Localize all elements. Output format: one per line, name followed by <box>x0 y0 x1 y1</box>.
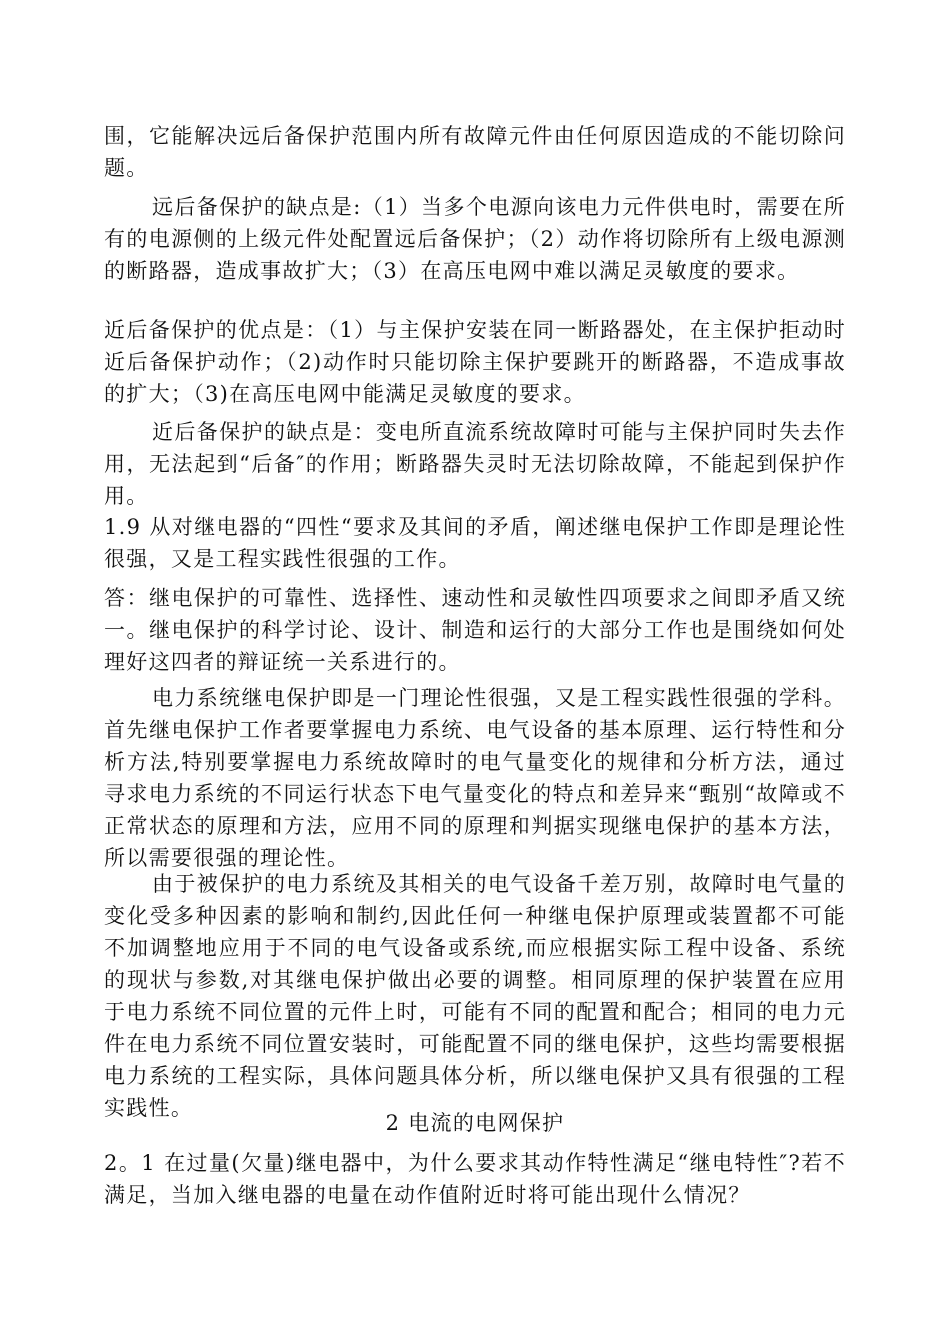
question-1-9: 1.9 从对继电器的“四性“要求及其间的矛盾，阐述继电保护工作即是理论性很强，又是工程实践性很强的工作。 <box>104 515 846 571</box>
answer-1-9: 答：继电保护的可靠性、选择性、速动性和灵敏性四项要求之间即矛盾又统一。继电保护的科学讨论、设计、制造和运行的大部分工作也是围绕如何处理好这四者的辩证统一关系进行的。 <box>104 586 846 674</box>
paragraph-theory-practice: 电力系统继电保护即是一门理论性很强，又是工程实践性很强的学科。首先继电保护工作者要掌握电力系统、电气设备的基本原理、运行特性和分析方法,特别要掌握电力系统故障时的电气量变化的规律和分析方法，通过寻求电力系统的不同运行状态下电气量变化的特点和差异来“甄别“故障或不正常状态的原理和方法，应用不同的原理和判据实现继电保护的基本方法，所以需要很强的理论性。 <box>104 686 846 870</box>
paragraph-continuation: 围，它能解决远后备保护范围内所有故障元件由任何原因造成的不能切除问题。 <box>104 124 846 180</box>
paragraph-remote-backup-drawbacks: 远后备保护的缺点是:（1）当多个电源向该电力元件供电时，需要在所有的电源侧的上级元件处配置远后备保护；（2）动作将切除所有上级电源测的断路器，造成事故扩大；（3）在高压电网中难以满足灵敏度的要求。 <box>104 195 846 283</box>
question-2-1: 2。1 在过量(欠量)继电器中，为什么要求其动作特性满足“继电特性″?若不满足，当加入继电器的电量在动作值附近时将可能出现什么情况？ <box>104 1151 846 1207</box>
paragraph-local-backup-drawbacks: 近后备保护的缺点是：变电所直流系统故障时可能与主保护同时失去作用，无法起到“后备″的作用；断路器失灵时无法切除故障，不能起到保护作用。 <box>104 420 846 508</box>
section-heading: 2 电流的电网保护 <box>385 1111 565 1135</box>
paragraph-engineering-practice: 由于被保护的电力系统及其相关的电气设备千差万别，故障时电气量的变化受多种因素的影响和制约,因此任何一种继电保护原理或装置都不可能不加调整地应用于不同的电气设备或系统,而应根据实际工程中设备、系统的现状与参数,对其继电保护做出必要的调整。相同原理的保护装置在应用于电力系统不同位置的元件上时，可能有不同的配置和配合；相同的电力元件在电力系统不同位置安装时，可能配置不同的继电保护，这些均需要根据电力系统的工程实际，具体问题具体分析，所以继电保护又具有很强的工程实践性。 <box>104 872 846 1120</box>
paragraph-local-backup-advantages: 近后备保护的优点是：（1）与主保护安装在同一断路器处，在主保护拒动时近后备保护动作；（2)动作时只能切除主保护要跳开的断路器，不造成事故的扩大；（3)在高压电网中能满足灵敏度的要求。 <box>104 318 846 406</box>
